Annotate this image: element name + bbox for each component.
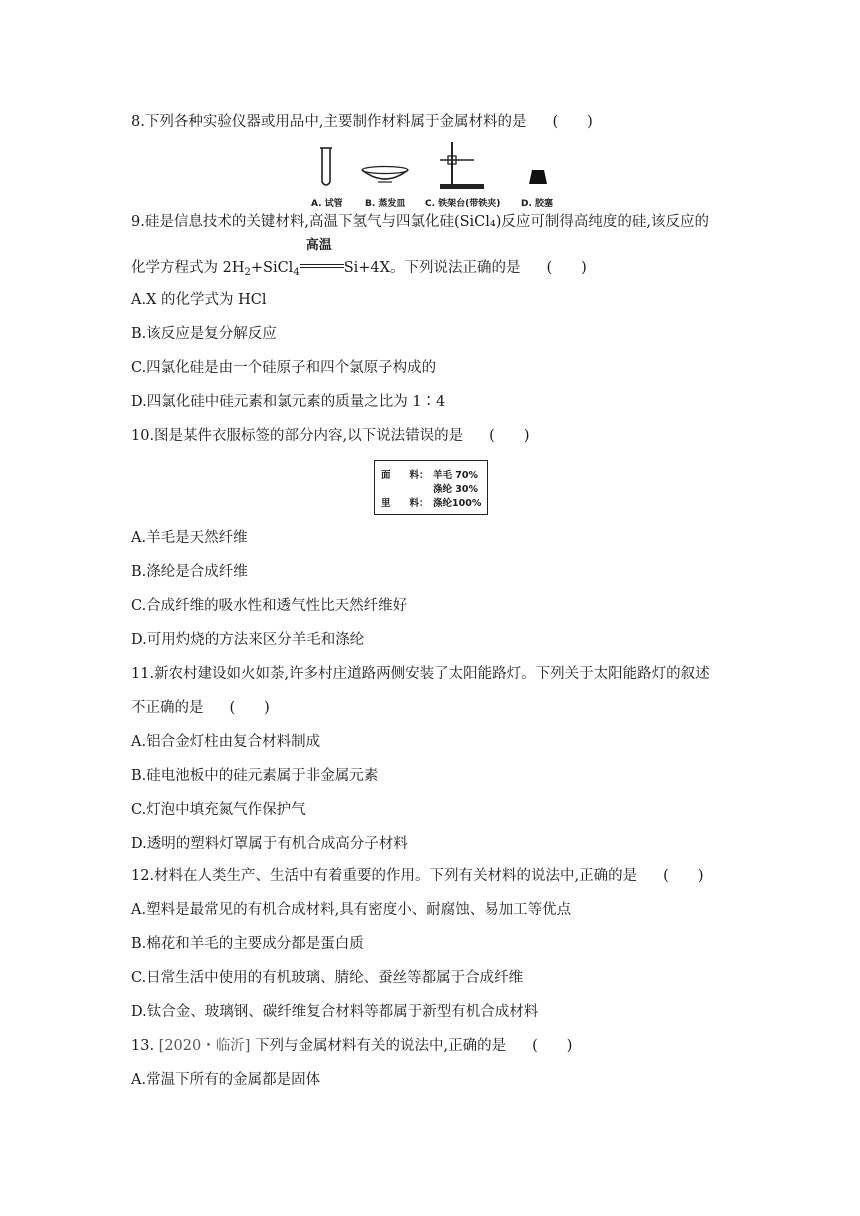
q11-stem2-text: 不正确的是 [131,700,204,716]
evaporating-dish-icon [362,167,408,183]
label-face-val1: 羊毛 70% [433,470,479,481]
q9-eq-sub1: 2 [244,267,251,278]
q10-option-b: B.涤纶是合成纤维 [131,564,248,580]
q13-stem [131,1036,572,1056]
caption-d: D. 胶塞 [521,199,554,209]
q9-equation-line [131,238,587,283]
q10-option-c: C.合成纤维的吸水性和透气性比天然纤维好 [131,598,408,614]
q12-stem-text: 12.材料在人类生产、生活中有着重要的作用。下列有关材料的说法中,正确的是 [131,868,638,884]
q12-option-a: A.塑料是最常见的有机合成材料,具有密度小、耐腐蚀、易加工等优点 [131,902,572,918]
clothing-label [374,460,488,515]
q9-option-b: B.该反应是复分解反应 [131,326,277,342]
q8-stem [131,112,593,132]
q9-stem: 9.硅是信息技术的关键材料,高温下氢气与四氯化硅(SiCl₄)反应可制得高纯度的硅,该反应的 [131,214,709,230]
q9-option-d: D.四氯化硅中硅元素和氯元素的质量之比为 1∶4 [131,394,446,410]
q9-eq-sub2: 4 [293,267,300,278]
label-face-val2: 涤纶 30% [433,484,479,495]
q8-stem-text: 8.下列各种实验仪器或用品中,主要制作材料属于金属材料的是 [131,114,527,130]
q9-eq-prefix: 化学方程式为 2H [131,260,245,276]
test-tube-icon [320,148,332,185]
q11-option-a: A.铝合金灯柱由复合材料制成 [131,734,321,750]
q11-option-d: D.透明的塑料灯罩属于有机合成高分子材料 [131,836,408,852]
q11-stem-line2 [131,698,270,718]
q9-eq-suffix: Si+4X。下列说法正确的是 [343,260,521,276]
q9-bracket: ( ) [546,260,587,276]
iron-stand-icon [440,142,484,189]
q10-stem-text: 10.图是某件衣服标签的部分内容,以下说法错误的是 [131,428,464,444]
q13-number: 13. [131,1038,155,1054]
caption-b: B. 蒸发皿 [365,199,406,209]
q12-stem [131,866,704,886]
q11-option-b: B.硅电池板中的硅元素属于非金属元素 [131,768,379,784]
q9-option-a: A.X 的化学式为 HCl [131,292,267,308]
q10-option-a: A.羊毛是天然纤维 [131,530,248,546]
q13-bracket: ( ) [532,1038,573,1054]
q8-bracket: ( ) [552,114,593,130]
label-lining-val: 涤纶100% [433,498,482,509]
q9-reaction-arrow [300,238,344,278]
q11-option-c: C.灯泡中填充氮气作保护气 [131,802,306,818]
q8-apparatus-svg [300,138,560,196]
q11-stem-line1: 11.新农村建设如火如荼,许多村庄道路两侧安装了太阳能路灯。下列关于太阳能路灯的叙述 [131,666,710,682]
q13-stem-text: 下列与金属材料有关的说法中,正确的是 [255,1038,507,1054]
label-face-key: 面 料： [381,470,429,481]
q9-eq-mid: +SiCl [250,260,294,276]
q12-option-c: C.日常生活中使用的有机玻璃、腈纶、蚕丝等都属于合成纤维 [131,970,524,986]
q10-option-d: D.可用灼烧的方法来区分羊毛和涤纶 [131,632,365,648]
q13-option-a: A.常温下所有的金属都是固体 [131,1072,321,1088]
q13-source: [2020・临沂] [158,1038,251,1054]
q11-bracket: ( ) [229,700,270,716]
q12-option-d: D.钛合金、玻璃钢、碳纤维复合材料等都属于新型有机合成材料 [131,1004,539,1020]
q12-bracket: ( ) [663,868,704,884]
rubber-stopper-icon [529,170,547,184]
caption-c: C. 铁架台(带铁夹) [425,199,501,209]
q9-option-c: C.四氯化硅是由一个硅原子和四个氯原子构成的 [131,360,437,376]
caption-a: A. 试管 [311,199,343,209]
q12-option-b: B.棉花和羊毛的主要成分都是蛋白质 [131,936,364,952]
q10-bracket: ( ) [489,428,530,444]
q9-eq-condition: 高温 [305,238,332,253]
q10-stem [131,426,530,446]
label-lining-key: 里 料： [381,498,429,509]
